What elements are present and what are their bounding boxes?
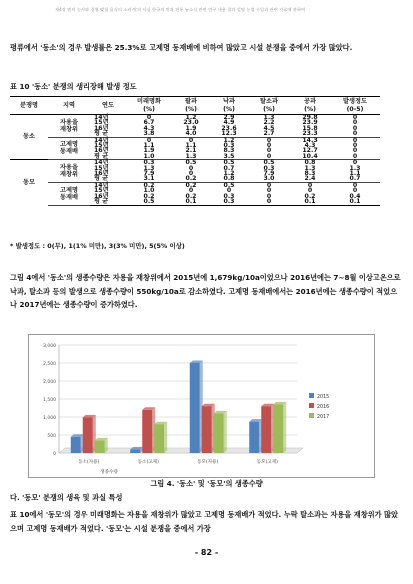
value-cell: 3.5	[210, 154, 248, 160]
value-cell: 1.2	[185, 114, 197, 121]
value-cell: 0.5	[126, 199, 172, 205]
value-cell: 3.8	[126, 131, 172, 137]
legend-label: 2015	[317, 395, 330, 400]
yield-chart	[28, 334, 375, 478]
value-cell: 0.8	[210, 176, 248, 182]
year-cell: 평 균	[90, 131, 126, 137]
x-tick-label: 동모(고제)	[256, 460, 278, 465]
value-cell: 0	[266, 147, 272, 155]
value-cell: 0	[330, 131, 380, 137]
legend-label: 2017	[317, 415, 330, 420]
value-cell: 0	[352, 119, 358, 127]
value-cell: 0.1	[172, 199, 210, 205]
legend-swatch	[309, 393, 314, 398]
value-cell: 0.1	[290, 199, 330, 205]
value-cell: 23.9	[302, 119, 318, 127]
value-cell: 0.3	[223, 192, 235, 200]
region-cell: 고제명 동재배	[48, 182, 90, 205]
legend-swatch	[309, 413, 314, 418]
figure-caption: 그림 4. '동소' 및 '동모'의 생종수량	[150, 479, 263, 488]
value-cell: 1.3	[263, 114, 275, 121]
value-cell: 1.9	[143, 147, 155, 155]
year-cell: 15년	[94, 142, 109, 150]
value-cell: 0.5	[263, 159, 275, 167]
value-cell: 10.4	[290, 154, 330, 160]
year-cell: 14년	[94, 114, 109, 121]
page-header: 제4장 엔의 농사와 경영 맺힘 음식의 소비·맛의 사실 한국의 맛과 전통 뉴소식 관련 연구 내용 결과 설명 농업 수입과 관련 자료에 관하여	[55, 7, 306, 12]
value-cell: 0.7	[223, 164, 235, 172]
bar	[95, 440, 105, 453]
value-cell: 29.8	[302, 114, 318, 121]
table-body	[10, 115, 380, 206]
year-cell: 14년	[94, 159, 109, 167]
value-cell: 2.9	[223, 114, 235, 121]
bar	[214, 413, 224, 453]
page-number: - 82 -	[194, 548, 219, 557]
x-tick-label: 동소(고제)	[137, 460, 159, 465]
value-cell: 4.5	[263, 124, 275, 132]
value-cell: 1.1	[349, 170, 361, 178]
value-cell: 1.9	[185, 124, 197, 132]
value-cell: 0.2	[185, 192, 197, 200]
value-cell: 0	[266, 136, 272, 144]
value-cell: 0.3	[210, 199, 248, 205]
value-cell: 0	[188, 136, 194, 144]
value-cell: 6.7	[143, 119, 155, 127]
bar-side	[164, 422, 167, 453]
group-name-cell: 동소	[10, 115, 48, 160]
value-cell: 0.3	[223, 142, 235, 150]
value-cell: 0	[352, 181, 358, 189]
value-cell: 3.1	[126, 176, 172, 182]
value-cell: 1.3	[172, 154, 210, 160]
table-header-cell: 팔과 (%)	[172, 97, 210, 115]
y-tick-label: 3,000	[43, 344, 56, 349]
yield-chart-svg	[29, 335, 374, 477]
bar	[142, 410, 152, 453]
x-axis-label: 생종수량	[100, 470, 118, 475]
year-cell: 평 균	[90, 154, 126, 160]
value-cell: 4.0	[172, 131, 210, 137]
value-cell: 1.2	[223, 170, 235, 178]
year-cell: 15년	[94, 119, 109, 127]
value-cell: 0.2	[172, 176, 210, 182]
value-cell: 0	[352, 142, 358, 150]
value-cell: 0.4	[349, 192, 361, 200]
table-header-cell: 탈소과 (%)	[248, 97, 290, 115]
value-cell: 0	[266, 187, 272, 195]
value-cell: 0	[146, 136, 152, 144]
year-cell: 평 균	[90, 176, 126, 182]
y-tick-label: 2,500	[43, 362, 56, 367]
bar	[154, 424, 164, 453]
value-cell: 1.3	[349, 164, 361, 172]
legend-label: 2016	[317, 405, 330, 410]
value-cell: 0.2	[143, 181, 155, 189]
value-cell: 3.0	[248, 176, 290, 182]
x-tick-label: 동소(자용)	[78, 460, 100, 465]
table-caption: 표 10 '동소' 분쟁의 생리장해 발생 정도	[10, 82, 137, 91]
value-cell: 0.1	[330, 199, 380, 205]
value-cell: 0	[146, 114, 152, 121]
value-cell: 2.1	[185, 147, 197, 155]
bar	[83, 417, 93, 453]
year-cell: 16년	[94, 170, 109, 178]
value-cell: 8.3	[304, 170, 316, 178]
value-cell: 1.1	[143, 142, 155, 150]
value-cell: 0	[188, 187, 194, 195]
table-header-cell: 분쟁명	[10, 97, 48, 115]
physiological-disorder-table	[10, 96, 380, 206]
value-cell: 0.5	[223, 159, 235, 167]
value-cell: 0	[352, 124, 358, 132]
value-cell: 23.6	[221, 124, 237, 132]
value-cell: 1.0	[143, 187, 155, 195]
value-cell: 1.1	[185, 142, 197, 150]
value-cell: 0.5	[185, 159, 197, 167]
value-cell: 12.3	[210, 131, 248, 137]
bar-side	[283, 402, 286, 453]
value-cell: 4.3	[304, 142, 316, 150]
value-cell: 0	[307, 181, 313, 189]
paragraph-3: 표 10에서 '동모'의 경우 미래명화는 자용을 재창위가 많았고 고제명 동재배가 적었다. 누락 탈소과는 자용을 재창위가 많았으며 고제명 동재배가 적었다. '동모'는 시설 분쟁을 중에서 가장	[10, 510, 398, 533]
value-cell: 2.4	[290, 176, 330, 182]
value-cell: 0	[226, 187, 232, 195]
legend-swatch	[309, 403, 314, 408]
value-cell: 1.0	[126, 154, 172, 160]
value-cell: 0	[352, 159, 358, 167]
value-cell: 0.3	[143, 159, 155, 167]
y-tick-label: 0	[53, 452, 56, 457]
year-cell: 평 균	[90, 199, 126, 205]
year-cell: 14년	[94, 181, 109, 189]
bar	[71, 437, 81, 453]
bar	[190, 363, 200, 453]
value-cell: 4.3	[143, 124, 155, 132]
paragraph-1: 평류에서 '동소'의 경우 발생률은 25.3%로 고제명 동재배에 비하여 많았고 시설 분쟁을 중에서 가장 많았다.	[10, 43, 353, 52]
value-cell: 0	[266, 181, 272, 189]
region-cell: 자용을 재창위	[48, 160, 90, 183]
value-cell: 0	[266, 192, 272, 200]
value-cell: 7.9	[263, 170, 275, 178]
value-cell: 2.2	[263, 119, 275, 127]
y-tick-label: 500	[47, 434, 56, 439]
bar-side	[224, 411, 227, 453]
value-cell: 0.5	[223, 181, 235, 189]
value-cell: 0.7	[330, 176, 380, 182]
value-cell: 0	[352, 187, 358, 195]
table-header-cell: 낙과 (%)	[210, 97, 248, 115]
value-cell: 12.7	[302, 147, 318, 155]
table-header-cell: 연도	[90, 97, 126, 115]
value-cell: 0	[352, 147, 358, 155]
group-name-cell: 동모	[23, 178, 35, 186]
value-cell: 2.7	[248, 131, 290, 137]
year-cell: 16년	[94, 192, 109, 200]
year-cell: 16년	[94, 147, 109, 155]
table-header-cell: 지역	[48, 97, 90, 115]
value-cell: 1.3	[304, 164, 316, 172]
table-header-cell: 발생정도 (0-5)	[330, 97, 380, 115]
value-cell: 0	[330, 154, 380, 160]
paragraph-2: 그림 4에서 '동소'의 생종수량은 자용을 재창위에서 2015년에 1,679kg/10a이었으나 2016년에는 7~8월 이상고온으로 낙과, 탈소과 등의 발생으로 생종수량이 550kg/10a로 감소하였다. 고제명 동재배에서는 2016년에는 생종수량이 적었으나 2017년에는 생종수량이 증가하였다.	[10, 273, 401, 309]
table-note: * 발생정도 : 0(무), 1(1% 미만), 3(3% 미만), 5(5% 이상)	[10, 242, 185, 250]
value-cell: 7.9	[143, 170, 155, 178]
bar	[261, 406, 271, 453]
value-cell: 0	[352, 136, 358, 144]
value-cell: 23.3	[290, 131, 330, 137]
value-cell: 15.8	[302, 124, 318, 132]
year-cell: 15년	[94, 187, 109, 195]
bar	[249, 422, 259, 453]
y-tick-label: 1,500	[43, 398, 56, 403]
bar-side	[105, 438, 108, 453]
table-header-cell: 미래명화 (%)	[126, 97, 172, 115]
table-header-cell: 공과 (%)	[290, 97, 330, 115]
value-cell: 0	[307, 187, 313, 195]
value-cell: 23.0	[183, 119, 199, 127]
year-cell: 15년	[94, 164, 109, 172]
value-cell: 0	[188, 170, 194, 178]
bar	[273, 404, 283, 453]
region-cell: 고제명 동재배	[48, 137, 90, 160]
table-header-row	[10, 97, 380, 115]
value-cell: 0	[266, 142, 272, 150]
year-cell: 14년	[94, 136, 109, 144]
year-cell: 16년	[94, 124, 109, 132]
bar	[202, 406, 212, 453]
y-tick-label: 1,000	[43, 416, 56, 421]
value-cell: 1.2	[223, 136, 235, 144]
value-cell: 8.3	[223, 147, 235, 155]
value-cell: 4.9	[223, 119, 235, 127]
value-cell: 0.3	[263, 164, 275, 172]
value-cell: 0	[248, 199, 290, 205]
value-cell: 0.2	[304, 192, 316, 200]
value-cell: 0.2	[143, 192, 155, 200]
value-cell: 0.2	[185, 181, 197, 189]
value-cell: 14.3	[302, 136, 318, 144]
bar	[130, 449, 140, 453]
section-subheading: 다. '동모' 분쟁의 생육 및 과실 특성	[10, 493, 123, 502]
value-cell: 0	[248, 154, 290, 160]
value-cell: 0	[352, 114, 358, 121]
value-cell: 1.3	[143, 164, 155, 172]
value-cell: 0	[188, 164, 194, 172]
x-tick-label: 동모(자용)	[197, 460, 219, 465]
value-cell: 0.8	[304, 159, 316, 167]
y-tick-label: 2,000	[43, 380, 56, 385]
region-cell: 자용을 재창위	[48, 115, 90, 138]
